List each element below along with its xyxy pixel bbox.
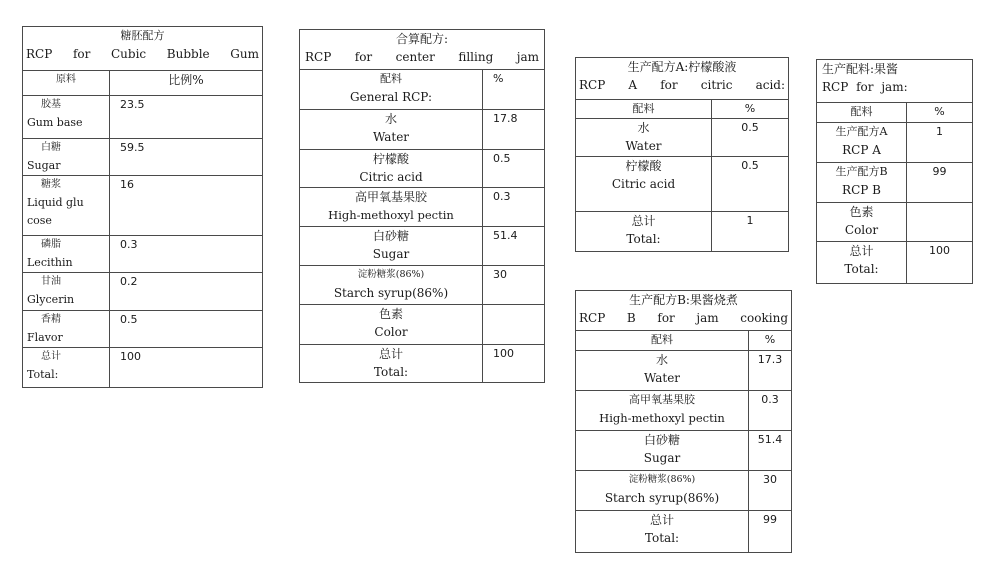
table-bubble-gum — [22, 26, 263, 388]
table-row: 生产配方B RCP B 99 — [817, 163, 973, 203]
table-rcp-a-citric-acid — [575, 57, 789, 252]
table-header-row — [576, 331, 792, 351]
table-header-row — [576, 100, 789, 119]
table-title-row — [817, 60, 973, 103]
table-row: 色素 Color — [300, 305, 545, 345]
table-rcp-for-jam — [816, 59, 973, 284]
table-title-row — [576, 58, 789, 100]
table-title-cn: 生产配方A:柠檬酸液 — [627, 60, 737, 74]
table-total-row: 总计 Total: 99 — [576, 511, 792, 553]
table-header-row — [23, 71, 263, 96]
table-row: 白砂糖 Sugar 51.4 — [576, 431, 792, 471]
table-title-en: RCP for Cubic Bubble Gum — [26, 47, 259, 61]
table-title-row — [300, 30, 545, 70]
header-general-rcp: General RCP: — [350, 90, 432, 104]
header-ingredient: 配料 — [380, 72, 402, 85]
table-title-en: RCP B for jam cooking — [579, 311, 788, 325]
table-row: 淀粉糖浆(86%) Starch syrup(86%) 30 — [300, 266, 545, 305]
table-row: 淀粉糖浆(86%) Starch syrup(86%) 30 — [576, 471, 792, 511]
table-total-row: 总计 Total: 100 — [23, 348, 263, 388]
table-row: 水 Water 0.5 — [576, 119, 789, 157]
table-row: 色素 Color — [817, 203, 973, 242]
table-row: 白糖 Sugar 59.5 — [23, 139, 263, 176]
table-row: 白砂糖 Sugar 51.4 — [300, 227, 545, 266]
table-header-row — [300, 70, 545, 110]
table-row: 甘油 Glycerin 0.2 — [23, 273, 263, 311]
table-row: 水 Water 17.8 — [300, 110, 545, 150]
table-title-row — [23, 27, 263, 71]
header-percent: % — [744, 102, 756, 115]
table-title-cn: 生产配方B:果酱烧煮 — [629, 293, 738, 307]
header-ingredient: 配料 — [632, 102, 655, 115]
header-ingredient: 原料 — [56, 74, 76, 85]
table-row: 柠檬酸 Citric acid 0.5 — [300, 150, 545, 188]
header-percent: % — [764, 333, 776, 346]
header-ratio: 比例% — [168, 73, 204, 87]
header-percent: % — [493, 72, 504, 85]
table-row: 水 Water 17.3 — [576, 351, 792, 391]
table-title-cn: 合算配方: — [395, 32, 449, 46]
table-title-cn: 生产配料:果酱 — [822, 62, 899, 76]
header-percent: % — [934, 105, 945, 118]
table-row: 生产配方A RCP A 1 — [817, 123, 973, 163]
table-title-row — [576, 291, 792, 331]
table-title-en: RCP for jam: — [822, 80, 908, 94]
header-ingredient: 配料 — [651, 333, 673, 346]
table-row: 香精 Flavor 0.5 — [23, 311, 263, 348]
table-row: 胶基 Gum base 23.5 — [23, 96, 263, 139]
table-rcp-b-jam-cooking — [575, 290, 792, 553]
table-row: 高甲氧基果胶 High-methoxyl pectin 0.3 — [300, 188, 545, 227]
table-total-row: 总计 Total: 1 — [576, 212, 789, 252]
table-title-cn: 糖胚配方 — [120, 29, 165, 42]
table-total-row: 总计 Total: 100 — [817, 242, 973, 284]
table-center-filling-jam — [299, 29, 545, 383]
table-total-row: 总计 Total: 100 — [300, 345, 545, 383]
table-header-row — [817, 103, 973, 123]
table-title-en: RCP A for citric acid: — [579, 78, 786, 92]
table-row: 磷脂 Lecithin 0.3 — [23, 236, 263, 273]
table-title-en: RCP for center filling jam — [305, 50, 539, 64]
header-ingredient: 配料 — [850, 105, 873, 118]
table-row: 柠檬酸 Citric acid 0.5 — [576, 157, 789, 212]
table-row: 高甲氧基果胶 High-methoxyl pectin 0.3 — [576, 391, 792, 431]
table-row: 糖浆 Liquid glu cose 16 — [23, 176, 263, 236]
